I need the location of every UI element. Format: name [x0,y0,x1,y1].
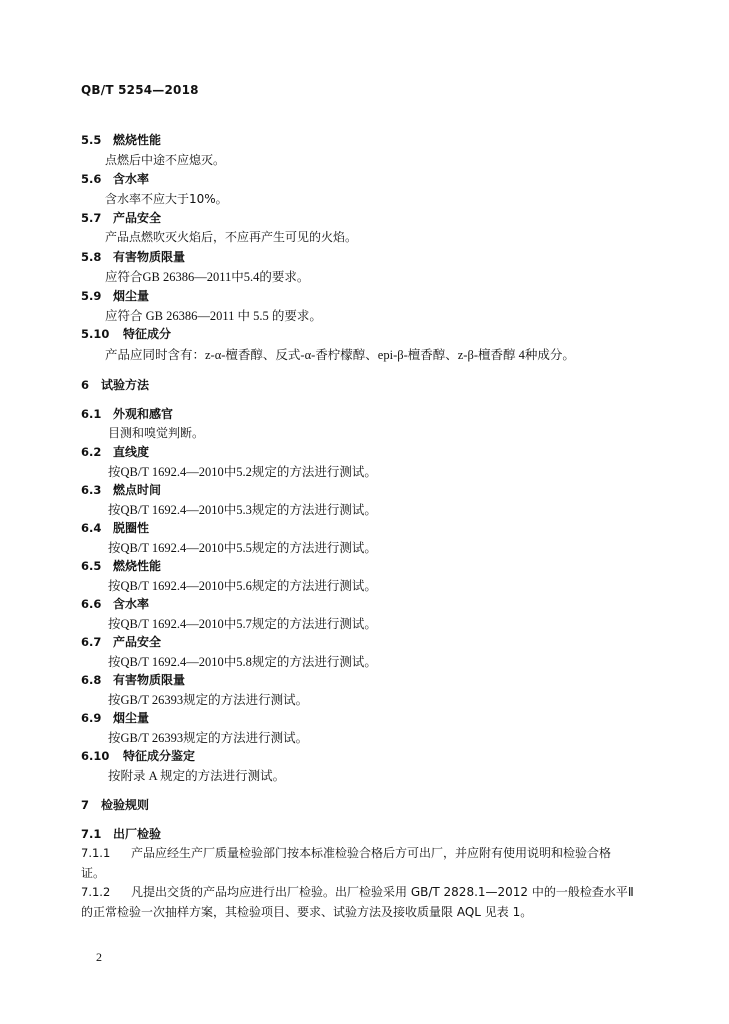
inspection-7-1-heading [81,825,161,842]
test-6-8-heading [81,671,185,688]
section-5-9-heading [81,287,149,304]
clause-7-1-2-line2: 的正常检验一次抽样方案，其检验项目、要求、试验方法及接收质量限 AQL 见表 1。 [81,905,533,919]
section-title: 燃烧性能 [113,559,162,573]
clause-number: 7.1.1 [81,846,111,860]
section-title: 含水率 [113,597,150,611]
section-5-7-heading [81,209,161,226]
section-5-8-heading [81,248,185,265]
test-6-7-body: 按QB/T 1692.4—2010中5.8规定的方法进行测试。 [108,655,377,669]
standard-code-header: QB/T 5254—2018 [81,83,199,97]
section-number: 6.5 [81,559,102,573]
section-number: 6.1 [81,407,102,421]
section-number: 5.5 [81,133,102,147]
section-title: 燃烧性能 [113,133,162,147]
test-6-1-heading [81,405,173,422]
section-title: 特征成分 [123,327,172,341]
section-number: 5.9 [81,289,102,303]
section-5-5-body: 点燃后中途不应熄灭。 [105,153,226,167]
test-6-2-body: 按QB/T 1692.4—2010中5.2规定的方法进行测试。 [108,465,377,479]
section-5-8-body: 应符合GB 26386—2011中5.4的要求。 [105,270,310,284]
clause-number: 7.1.2 [81,885,111,899]
section-5-10-heading [81,325,171,342]
test-6-10-heading [81,747,195,764]
clause-7-1-1-line1 [81,844,611,861]
section-title: 特征成分鉴定 [123,749,196,763]
section-5-6-body: 含水率不应大于10%。 [105,192,228,206]
test-6-6-heading [81,595,149,612]
section-number: 6.4 [81,521,102,535]
section-number: 6.2 [81,445,102,459]
section-title: 烟尘量 [113,289,150,303]
test-6-4-heading [81,519,149,536]
section-title: 含水率 [113,172,150,186]
test-6-3-heading [81,481,161,498]
test-6-7-heading [81,633,161,650]
section-number: 5.7 [81,211,102,225]
test-6-9-heading [81,709,149,726]
chapter-7-heading [81,796,149,813]
chapter-6-heading [81,376,149,393]
section-title: 直线度 [113,445,150,459]
chapter-number: 7 [81,798,90,812]
section-number: 5.8 [81,250,102,264]
section-number: 6.9 [81,711,102,725]
section-5-9-body: 应符合 GB 26386—2011 中 5.5 的要求。 [105,309,322,323]
section-title: 脱圈性 [113,521,150,535]
chapter-title: 检验规则 [101,798,150,812]
section-number: 5.10 [81,327,110,341]
clause-text: 产品应经生产厂质量检验部门按本标准检验合格后方可出厂，并应附有使用说明和检验合格 [131,846,612,860]
test-6-2-heading [81,443,149,460]
chapter-title: 试验方法 [101,378,150,392]
section-number: 6.3 [81,483,102,497]
section-5-7-body: 产品点燃吹灭火焰后，不应再产生可见的火焰。 [105,230,358,244]
test-6-4-body: 按QB/T 1692.4—2010中5.5规定的方法进行测试。 [108,541,377,555]
section-title: 有害物质限量 [113,673,186,687]
section-5-10-body: 产品应同时含有：z-α-檀香醇、反式-α-香柠檬醇、epi-β-檀香醇、z-β-檀香醇 4种成分。 [105,348,575,362]
section-title: 产品安全 [113,211,162,225]
section-title: 烟尘量 [113,711,150,725]
section-number: 6.8 [81,673,102,687]
section-title: 燃点时间 [113,483,162,497]
chapter-number: 6 [81,378,90,392]
section-number: 5.6 [81,172,102,186]
test-6-5-heading [81,557,161,574]
test-6-8-body: 按GB/T 26393规定的方法进行测试。 [108,693,309,707]
section-number: 6.7 [81,635,102,649]
section-title: 出厂检验 [113,827,162,841]
page-number: 2 [96,950,102,964]
test-6-6-body: 按QB/T 1692.4—2010中5.7规定的方法进行测试。 [108,617,377,631]
test-6-9-body: 按GB/T 26393规定的方法进行测试。 [108,731,309,745]
section-title: 有害物质限量 [113,250,186,264]
clause-text: 凡提出交货的产品均应进行出厂检验。出厂检验采用 GB/T 2828.1—2012 中的一般检查水平Ⅱ [131,885,634,899]
test-6-10-body: 按附录 A 规定的方法进行测试。 [108,769,286,783]
section-number: 7.1 [81,827,102,841]
section-title: 外观和感官 [113,407,174,421]
clause-7-1-2-line1 [81,883,634,900]
section-5-6-heading [81,170,149,187]
test-6-1-body: 目测和嗅觉判断。 [108,426,205,440]
section-number: 6.6 [81,597,102,611]
test-6-5-body: 按QB/T 1692.4—2010中5.6规定的方法进行测试。 [108,579,377,593]
section-5-5-heading [81,131,161,148]
clause-7-1-1-line2: 证。 [81,866,106,880]
test-6-3-body: 按QB/T 1692.4—2010中5.3规定的方法进行测试。 [108,503,377,517]
section-title: 产品安全 [113,635,162,649]
section-number: 6.10 [81,749,110,763]
